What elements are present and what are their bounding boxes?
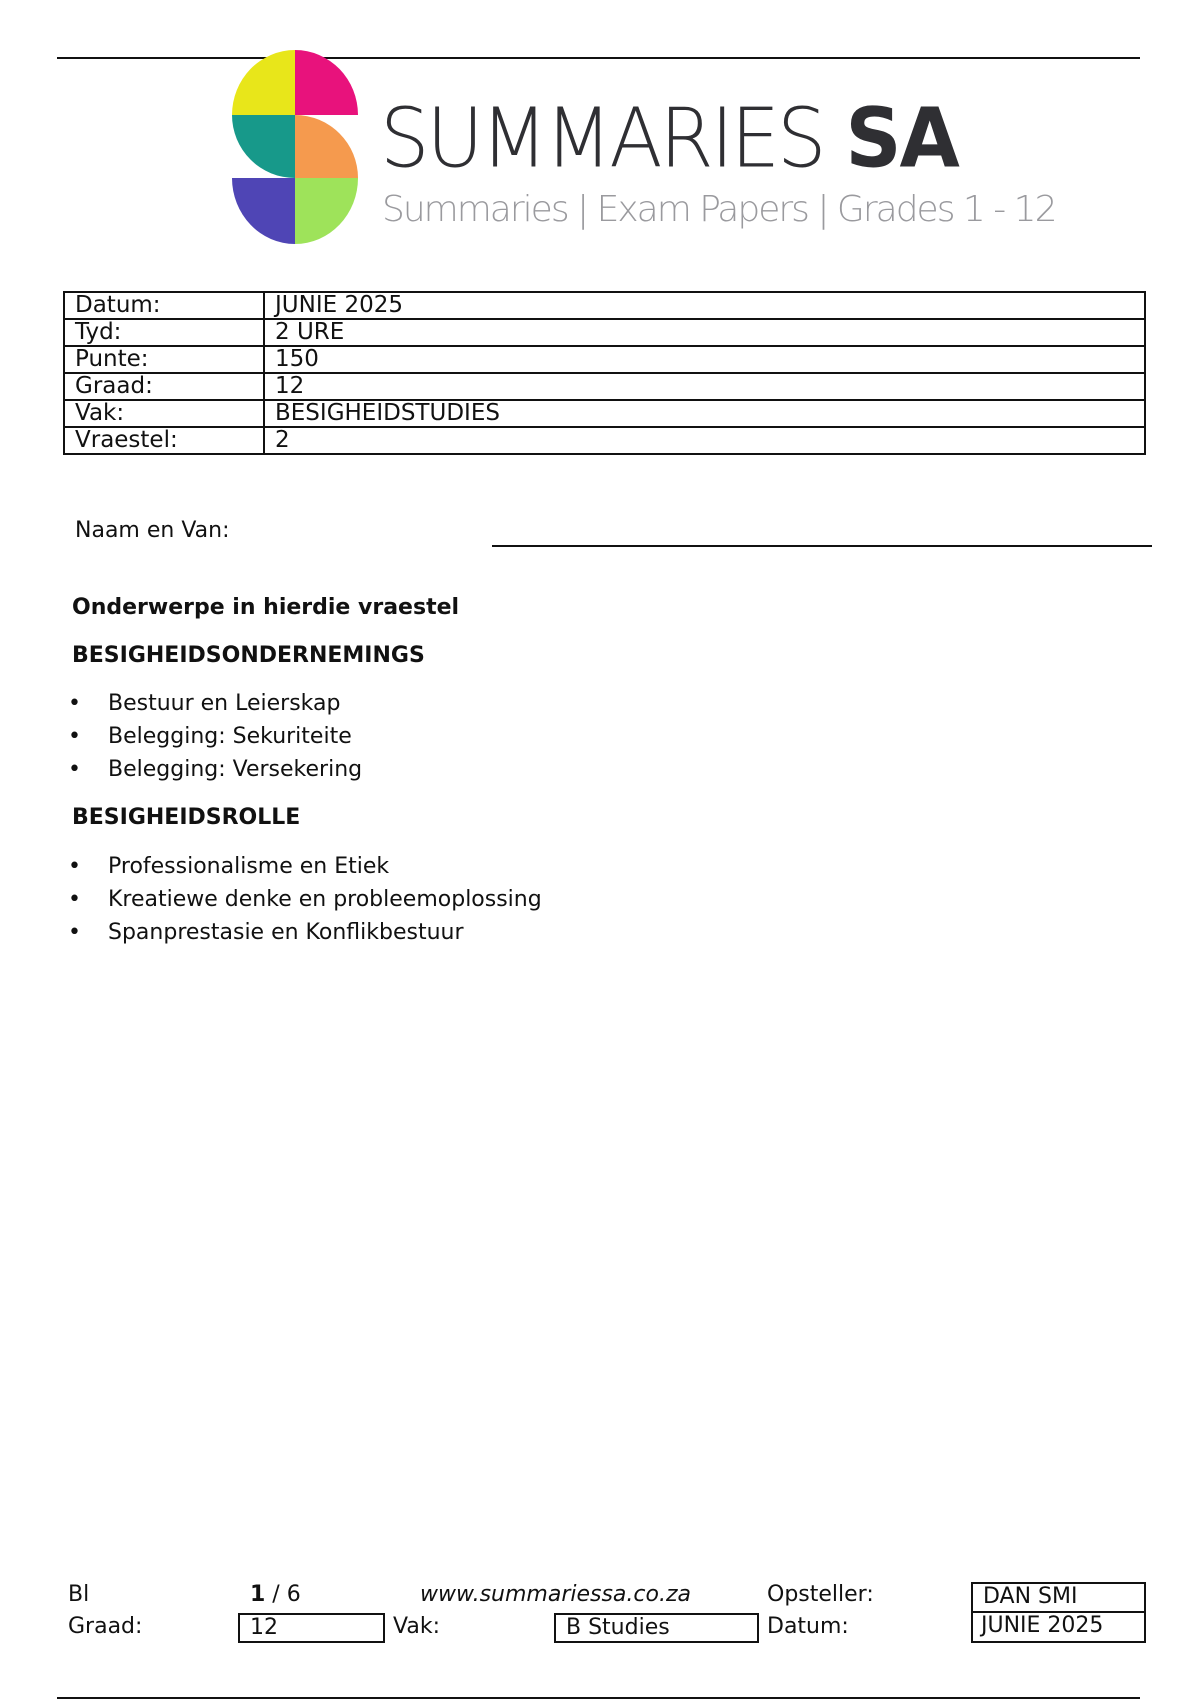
list-item: • Belegging: Versekering (68, 753, 362, 786)
page-total: / 6 (265, 1582, 301, 1607)
website-link[interactable]: www.summariessa.co.za (420, 1582, 691, 1607)
info-value: 2 (264, 427, 1145, 454)
info-row-tyd (64, 319, 1145, 346)
info-row-vak (64, 400, 1145, 427)
topic-list (68, 850, 542, 949)
page-current: 1 (250, 1582, 266, 1607)
date-label: Datum: (767, 1614, 849, 1639)
list-item: • Bestuur en Leierskap (68, 687, 362, 720)
section-heading: BESIGHEIDSONDERNEMINGS (72, 643, 425, 668)
info-label: Tyd: (64, 319, 264, 346)
bottom-rule (57, 1697, 1140, 1699)
info-value: JUNIE 2025 (264, 292, 1145, 319)
subject-value: B Studies (554, 1613, 759, 1643)
name-input-line[interactable] (492, 545, 1152, 547)
info-row-punte (64, 346, 1145, 373)
info-label: Datum: (64, 292, 264, 319)
list-item: • Professionalisme en Etiek (68, 850, 542, 883)
author-value: DAN SMI (971, 1582, 1146, 1613)
date-value: JUNIE 2025 (971, 1611, 1146, 1643)
list-item: • Spanprestasie en Konflikbestuur (68, 916, 542, 949)
info-row-vraestel (64, 427, 1145, 454)
grade-value: 12 (238, 1613, 385, 1643)
exam-info-table (63, 291, 1146, 455)
name-label: Naam en Van: (75, 518, 230, 543)
topic-list (68, 687, 362, 786)
info-row-datum (64, 292, 1145, 319)
brand-title (380, 91, 958, 187)
info-label: Punte: (64, 346, 264, 373)
grade-label: Graad: (68, 1614, 143, 1639)
info-label: Vak: (64, 400, 264, 427)
topics-title: Onderwerpe in hierdie vraestel (72, 595, 460, 620)
info-label: Vraestel: (64, 427, 264, 454)
brand-main: SUMMARIES (380, 91, 846, 187)
summaries-sa-logo-icon (232, 50, 358, 244)
section-heading: BESIGHEIDSROLLE (72, 805, 301, 830)
info-row-graad (64, 373, 1145, 400)
subject-label: Vak: (393, 1614, 440, 1639)
author-label: Opsteller: (767, 1582, 874, 1607)
page-number (250, 1582, 301, 1608)
info-label: Graad: (64, 373, 264, 400)
list-item: • Kreatiewe denke en probleemoplossing (68, 883, 542, 916)
page-label: Bl (68, 1582, 90, 1607)
top-rule (57, 57, 1140, 59)
info-value: 12 (264, 373, 1145, 400)
brand-bold: SA (845, 91, 958, 187)
info-value: 150 (264, 346, 1145, 373)
info-value: BESIGHEIDSTUDIES (264, 400, 1145, 427)
brand-tagline: Summaries | Exam Papers | Grades 1 - 12 (382, 189, 1056, 230)
info-value: 2 URE (264, 319, 1145, 346)
list-item: • Belegging: Sekuriteite (68, 720, 362, 753)
